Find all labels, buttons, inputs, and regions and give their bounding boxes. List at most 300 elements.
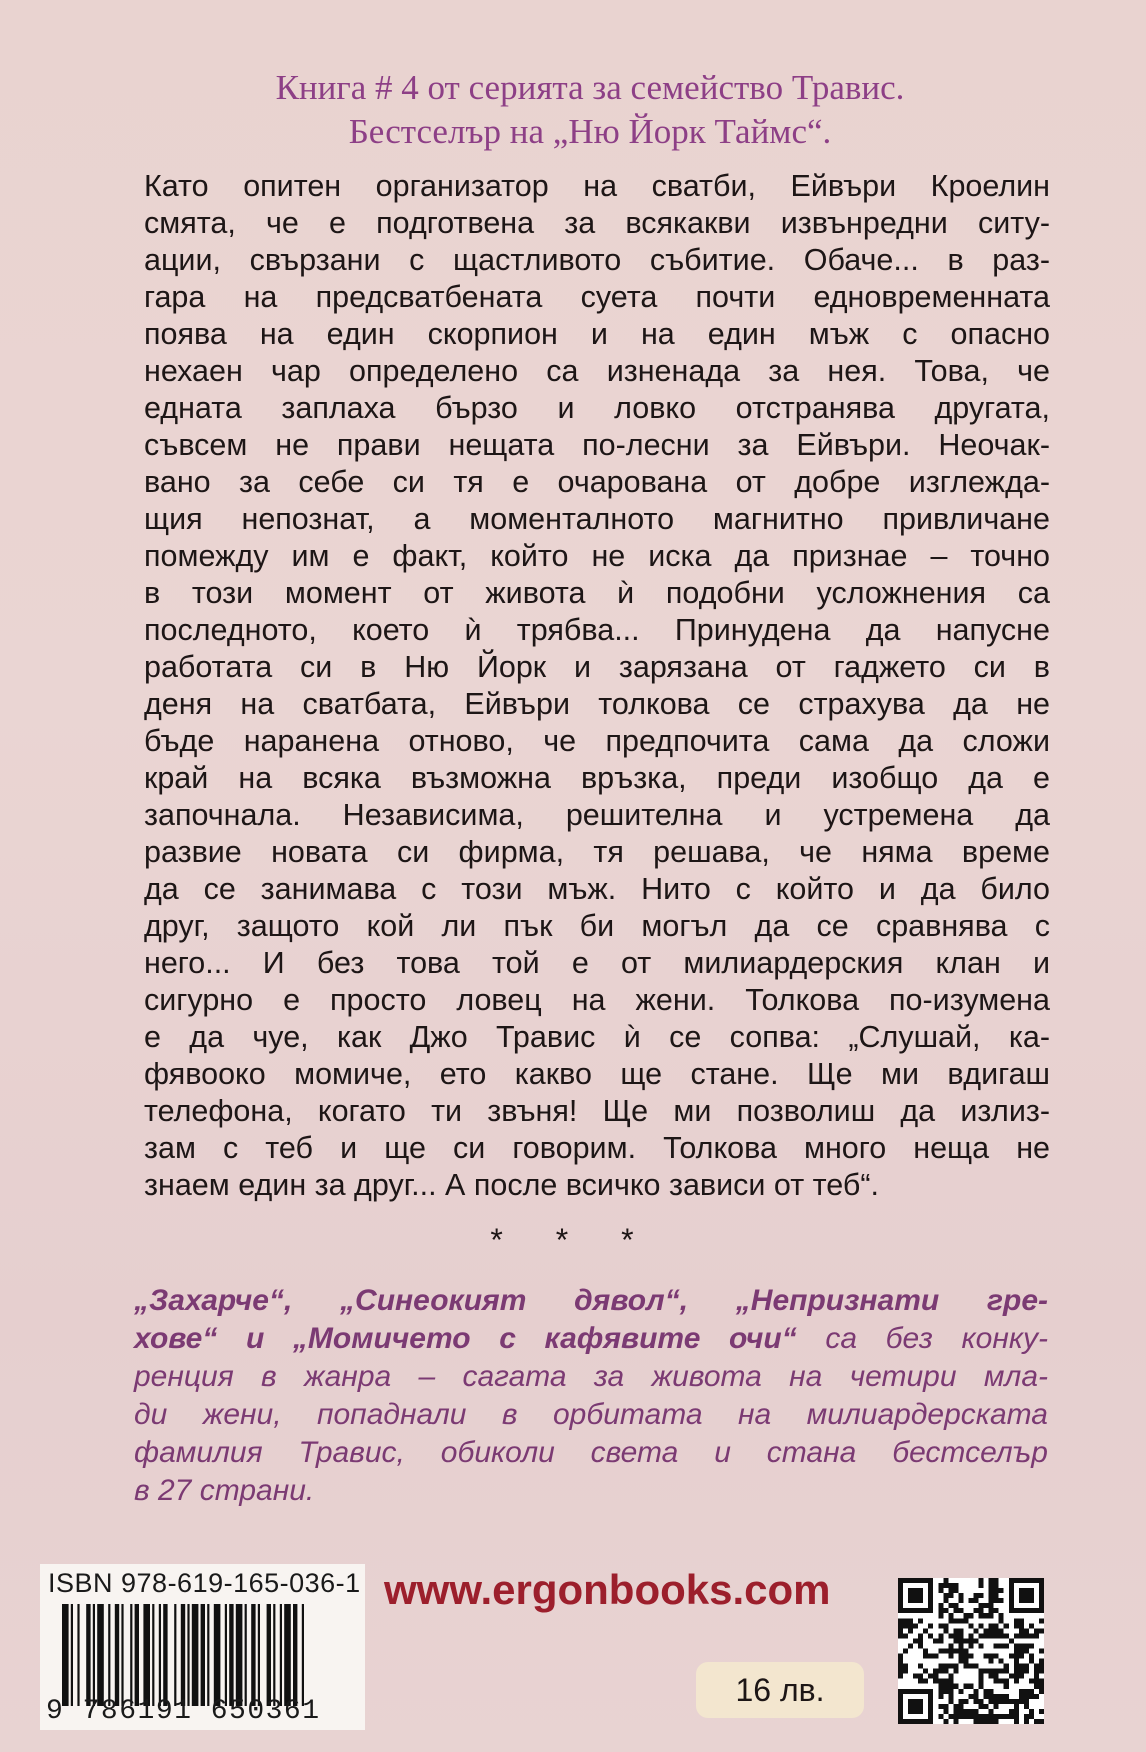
qr-module <box>1039 1664 1044 1669</box>
qr-module <box>943 1719 948 1724</box>
qr-module <box>948 1648 953 1653</box>
qr-module <box>974 1699 979 1704</box>
qr-module <box>958 1618 963 1623</box>
qr-module <box>1009 1699 1014 1704</box>
qr-module <box>1039 1719 1044 1724</box>
qr-module <box>963 1618 968 1623</box>
qr-module <box>1024 1643 1029 1648</box>
qr-module <box>994 1628 999 1633</box>
qr-module <box>1019 1648 1024 1653</box>
description-line: телефона, когато ти звъня! Ще ми позволиш да излиз- <box>144 1094 1050 1128</box>
barcode-bar <box>258 1604 260 1706</box>
qr-module <box>1004 1643 1009 1648</box>
qr-module <box>1029 1659 1034 1664</box>
qr-module <box>989 1669 994 1674</box>
qr-module <box>948 1643 953 1648</box>
qr-module <box>948 1684 953 1689</box>
qr-module <box>999 1714 1004 1719</box>
qr-finder <box>928 1578 933 1613</box>
qr-module <box>948 1699 953 1704</box>
book-description <box>144 168 1050 1204</box>
qr-module <box>984 1628 989 1633</box>
description-line: друг, защото кой ли пък би могъл да се сравнява с <box>144 909 1050 943</box>
qr-module <box>1009 1638 1014 1643</box>
qr-module <box>953 1628 958 1633</box>
qr-module <box>1019 1664 1024 1669</box>
qr-module <box>953 1583 958 1588</box>
qr-module <box>1029 1679 1034 1684</box>
qr-module <box>943 1598 948 1603</box>
description-line: край на всяка възможна връзка, преди изобщо да е <box>144 761 1050 795</box>
qr-module <box>968 1684 973 1689</box>
qr-module <box>1014 1633 1019 1638</box>
barcode-bar <box>115 1604 119 1706</box>
barcode-bar <box>236 1604 243 1706</box>
qr-module <box>984 1689 989 1694</box>
description-line: гара на предсватбената суета почти едновременната <box>144 280 1050 314</box>
qr-module <box>1024 1719 1029 1724</box>
qr-module <box>938 1638 943 1643</box>
qr-module <box>999 1598 1004 1603</box>
qr-module <box>1034 1628 1039 1633</box>
qr-module <box>953 1704 958 1709</box>
qr-module <box>1004 1623 1009 1628</box>
qr-module <box>989 1714 994 1719</box>
qr-module <box>979 1679 984 1684</box>
tagline-line-2: Бестселър на „Ню Йорк Таймс“. <box>348 112 832 151</box>
qr-module <box>1014 1664 1019 1669</box>
qr-module <box>938 1648 943 1653</box>
qr-module <box>903 1669 908 1674</box>
qr-module <box>974 1719 979 1724</box>
qr-module <box>979 1674 984 1679</box>
qr-module <box>1014 1648 1019 1653</box>
qr-module <box>933 1679 938 1684</box>
qr-module <box>968 1694 973 1699</box>
qr-module <box>989 1689 994 1694</box>
qr-module <box>1039 1648 1044 1653</box>
qr-module <box>984 1613 989 1618</box>
qr-module <box>953 1719 958 1724</box>
qr-module <box>958 1714 963 1719</box>
qr-module <box>913 1623 918 1628</box>
qr-module <box>1034 1694 1039 1699</box>
qr-module <box>953 1648 958 1653</box>
qr-module <box>999 1628 1004 1633</box>
qr-module <box>938 1669 943 1674</box>
qr-module <box>938 1588 943 1593</box>
qr-module <box>948 1694 953 1699</box>
qr-module <box>968 1623 973 1628</box>
qr-module <box>1024 1694 1029 1699</box>
qr-module <box>908 1618 913 1623</box>
qr-module <box>994 1598 999 1603</box>
qr-module <box>1039 1684 1044 1689</box>
barcode-bar <box>97 1604 104 1706</box>
qr-module <box>928 1674 933 1679</box>
qr-module <box>1024 1648 1029 1653</box>
description-line: започнала. Независима, решителна и устремена да <box>144 798 1050 832</box>
barcode-bar <box>225 1604 227 1706</box>
qr-module <box>948 1674 953 1679</box>
qr-module <box>913 1638 918 1643</box>
qr-module <box>948 1714 953 1719</box>
qr-module <box>979 1704 984 1709</box>
qr-module <box>1034 1633 1039 1638</box>
qr-module <box>984 1714 989 1719</box>
barcode-bar <box>214 1604 221 1706</box>
description-line: зам с теб и ще си говорим. Толкова много неща не <box>144 1131 1050 1165</box>
qr-module <box>994 1578 999 1583</box>
qr-module <box>943 1664 948 1669</box>
qr-module <box>984 1633 989 1638</box>
qr-module <box>1014 1674 1019 1679</box>
qr-module <box>1019 1628 1024 1633</box>
description-line: поява на един скорпион и на един мъж с опасно <box>144 317 1050 351</box>
qr-module <box>953 1603 958 1608</box>
qr-module <box>1024 1664 1029 1669</box>
qr-module <box>938 1583 943 1588</box>
qr-module <box>1019 1618 1024 1623</box>
qr-module <box>963 1714 968 1719</box>
qr-module <box>943 1679 948 1684</box>
barcode-bar <box>121 1604 123 1706</box>
qr-module <box>928 1623 933 1628</box>
qr-module <box>898 1618 903 1623</box>
qr-module <box>938 1664 943 1669</box>
description-line: Като опитен организатор на сватби, Ейвъри Кроелин <box>144 169 1050 203</box>
qr-module <box>938 1704 943 1709</box>
qr-module <box>974 1628 979 1633</box>
qr-module <box>979 1684 984 1689</box>
qr-module <box>923 1654 928 1659</box>
qr-module <box>1004 1679 1009 1684</box>
qr-module <box>948 1679 953 1684</box>
qr-module <box>974 1608 979 1613</box>
qr-module <box>994 1704 999 1709</box>
qr-module <box>984 1719 989 1724</box>
qr-module <box>1034 1669 1039 1674</box>
qr-module <box>994 1694 999 1699</box>
qr-module <box>1039 1709 1044 1714</box>
barcode-bar <box>108 1604 110 1706</box>
qr-module <box>1029 1643 1034 1648</box>
qr-module <box>979 1623 984 1628</box>
description-line: фявооко момиче, ето какво ще стане. Ще ми вдигаш <box>144 1057 1050 1091</box>
qr-finder <box>898 1608 933 1613</box>
qr-module <box>1029 1714 1034 1719</box>
qr-module <box>1004 1714 1009 1719</box>
qr-module <box>1034 1674 1039 1679</box>
qr-module <box>903 1623 908 1628</box>
qr-module <box>1024 1714 1029 1719</box>
qr-module <box>1019 1699 1024 1704</box>
qr-module <box>948 1613 953 1618</box>
qr-module <box>968 1654 973 1659</box>
qr-module <box>933 1669 938 1674</box>
qr-module <box>1004 1664 1009 1669</box>
qr-module <box>903 1664 908 1669</box>
qr-module <box>1024 1699 1029 1704</box>
qr-module <box>943 1704 948 1709</box>
qr-module <box>933 1654 938 1659</box>
qr-module <box>979 1699 984 1704</box>
qr-module <box>963 1654 968 1659</box>
barcode-bar <box>293 1604 297 1706</box>
qr-module <box>953 1638 958 1643</box>
barcode-bar <box>201 1604 205 1706</box>
qr-module <box>994 1714 999 1719</box>
qr-module <box>958 1608 963 1613</box>
qr-module <box>1039 1659 1044 1664</box>
qr-module <box>974 1694 979 1699</box>
qr-module <box>989 1654 994 1659</box>
qr-module <box>1014 1704 1019 1709</box>
qr-module <box>1004 1669 1009 1674</box>
qr-finder <box>1039 1578 1044 1613</box>
qr-module <box>948 1633 953 1638</box>
qr-module <box>943 1608 948 1613</box>
qr-module <box>1019 1654 1024 1659</box>
qr-module <box>943 1709 948 1714</box>
qr-module <box>989 1659 994 1664</box>
barcode-bar <box>174 1604 176 1706</box>
qr-module <box>979 1603 984 1608</box>
qr-module <box>989 1699 994 1704</box>
qr-module <box>974 1598 979 1603</box>
qr-module <box>1019 1694 1024 1699</box>
description-line: съвсем не прави нещата по-лесни за Ейвъри. Неочак- <box>144 428 1050 462</box>
qr-module <box>948 1588 953 1593</box>
qr-module <box>943 1628 948 1633</box>
barcode-bar <box>77 1604 79 1706</box>
barcode-bar <box>135 1604 139 1706</box>
qr-module <box>979 1633 984 1638</box>
qr-module <box>1024 1669 1029 1674</box>
qr-module <box>1014 1623 1019 1628</box>
qr-module <box>953 1714 958 1719</box>
qr-module <box>1004 1694 1009 1699</box>
qr-module <box>958 1638 963 1643</box>
qr-module <box>979 1593 984 1598</box>
qr-module <box>948 1654 953 1659</box>
qr-module <box>1014 1719 1019 1724</box>
qr-module <box>918 1679 923 1684</box>
qr-module <box>963 1659 968 1664</box>
description-line: да се занимава с този мъж. Нито с който и да било <box>144 872 1050 906</box>
qr-module <box>948 1664 953 1669</box>
barcode-bar <box>302 1604 304 1706</box>
qr-module <box>963 1664 968 1669</box>
barcode-bar <box>229 1604 233 1706</box>
publisher-website-link[interactable]: www.ergonbooks.com <box>384 1566 831 1613</box>
qr-module <box>948 1583 953 1588</box>
barcode-bar <box>245 1604 247 1706</box>
qr-module <box>1014 1669 1019 1674</box>
qr-module <box>933 1674 938 1679</box>
qr-module <box>898 1654 903 1659</box>
qr-module <box>908 1628 913 1633</box>
qr-module <box>1039 1618 1044 1623</box>
qr-module <box>1014 1643 1019 1648</box>
qr-module <box>1014 1679 1019 1684</box>
qr-module <box>938 1613 943 1618</box>
qr-module <box>989 1709 994 1714</box>
qr-module <box>1014 1618 1019 1623</box>
qr-module <box>989 1608 994 1613</box>
description-line: последното, което ѝ трябва... Принудена да напусне <box>144 613 1050 647</box>
qr-module <box>1029 1694 1034 1699</box>
qr-module <box>943 1689 948 1694</box>
qr-module <box>898 1623 903 1628</box>
series-text: са без конку- <box>796 1322 1049 1355</box>
qr-module <box>958 1654 963 1659</box>
description-line: в този момент от живота ѝ подобни усложнения са <box>144 576 1050 610</box>
qr-module <box>1014 1654 1019 1659</box>
barcode-bar <box>280 1604 282 1706</box>
qr-finder <box>928 1689 933 1724</box>
tagline-line-1: Книга # 4 от серията за семейство Травис. <box>275 68 905 107</box>
qr-module <box>989 1694 994 1699</box>
series-tagline <box>150 66 1030 154</box>
qr-module <box>1034 1684 1039 1689</box>
barcode-bar <box>71 1604 73 1706</box>
qr-module <box>948 1689 953 1694</box>
qr-module <box>999 1699 1004 1704</box>
description-line: него... И без това той е от милиардерския клан и <box>144 946 1050 980</box>
qr-module <box>979 1608 984 1613</box>
qr-module <box>938 1608 943 1613</box>
qr-finder <box>1009 1578 1014 1613</box>
qr-module <box>953 1588 958 1593</box>
qr-module <box>989 1603 994 1608</box>
description-line: едната заплаха бързо и ловко отстранява другата, <box>144 391 1050 425</box>
qr-module <box>953 1664 958 1669</box>
qr-module <box>963 1648 968 1653</box>
isbn-label: ISBN 978-619-165-036-1 <box>48 1568 361 1598</box>
qr-module <box>958 1593 963 1598</box>
qr-module <box>948 1593 953 1598</box>
qr-module <box>979 1669 984 1674</box>
qr-module <box>938 1714 943 1719</box>
qr-module <box>1019 1689 1024 1694</box>
qr-module <box>923 1669 928 1674</box>
qr-module <box>999 1643 1004 1648</box>
qr-module <box>918 1664 923 1669</box>
qr-module <box>1024 1628 1029 1633</box>
barcode-bar <box>143 1604 150 1706</box>
qr-module <box>979 1714 984 1719</box>
qr-module <box>999 1588 1004 1593</box>
barcode-bar <box>86 1604 90 1706</box>
qr-module <box>948 1603 953 1608</box>
barcode-bar <box>130 1604 132 1706</box>
qr-module <box>898 1674 903 1679</box>
qr-module <box>933 1638 938 1643</box>
price-tag: 16 лв. <box>696 1662 864 1718</box>
qr-module <box>948 1618 953 1623</box>
qr-module <box>979 1578 984 1583</box>
qr-module <box>1019 1674 1024 1679</box>
qr-module <box>958 1633 963 1638</box>
qr-module <box>958 1689 963 1694</box>
qr-module <box>1039 1689 1044 1694</box>
qr-module <box>989 1719 994 1724</box>
qr-module <box>984 1603 989 1608</box>
qr-module <box>1014 1699 1019 1704</box>
qr-module <box>979 1583 984 1588</box>
qr-module <box>1019 1669 1024 1674</box>
qr-module <box>953 1633 958 1638</box>
barcode-bar <box>251 1604 255 1706</box>
description-line: нехаен чар определено са изненада за нея. Това, че <box>144 354 1050 388</box>
qr-module <box>963 1613 968 1618</box>
qr-module <box>984 1654 989 1659</box>
qr-module <box>918 1674 923 1679</box>
description-line: помежду им е факт, който не иска да признае – точно <box>144 539 1050 573</box>
qr-module <box>1029 1633 1034 1638</box>
qr-module <box>938 1623 943 1628</box>
qr-module <box>903 1648 908 1653</box>
qr-module <box>994 1669 999 1674</box>
qr-module <box>958 1659 963 1664</box>
qr-module <box>989 1613 994 1618</box>
qr-module <box>923 1628 928 1633</box>
qr-module <box>953 1709 958 1714</box>
qr-module <box>994 1643 999 1648</box>
barcode-bar <box>62 1604 69 1706</box>
qr-module <box>1034 1679 1039 1684</box>
qr-module <box>918 1643 923 1648</box>
ean-digits: 9 786191 650361 <box>46 1696 321 1727</box>
qr-module <box>994 1719 999 1724</box>
qr-module <box>979 1613 984 1618</box>
qr-module <box>898 1664 903 1669</box>
qr-module <box>984 1704 989 1709</box>
qr-module <box>923 1679 928 1684</box>
qr-module <box>1039 1679 1044 1684</box>
barcode-bar <box>181 1604 185 1706</box>
qr-module <box>953 1684 958 1689</box>
qr-module <box>994 1633 999 1638</box>
qr-module <box>994 1674 999 1679</box>
qr-finder <box>908 1699 923 1714</box>
qr-module <box>968 1643 973 1648</box>
qr-module <box>1004 1633 1009 1638</box>
qr-module <box>953 1618 958 1623</box>
qr-module <box>974 1689 979 1694</box>
qr-module <box>938 1694 943 1699</box>
qr-module <box>953 1608 958 1613</box>
qr-module <box>943 1583 948 1588</box>
qr-module <box>974 1638 979 1643</box>
qr-module <box>943 1593 948 1598</box>
qr-finder <box>898 1689 903 1724</box>
qr-module <box>1024 1689 1029 1694</box>
qr-module <box>958 1699 963 1704</box>
qr-module <box>963 1638 968 1643</box>
qr-module <box>994 1608 999 1613</box>
qr-module <box>943 1623 948 1628</box>
qr-module <box>1004 1699 1009 1704</box>
qr-module <box>1009 1654 1014 1659</box>
qr-finder <box>908 1588 923 1603</box>
qr-module <box>1034 1664 1039 1669</box>
qr-module <box>999 1613 1004 1618</box>
qr-module <box>1009 1714 1014 1719</box>
qr-module <box>1014 1714 1019 1719</box>
qr-module <box>974 1593 979 1598</box>
